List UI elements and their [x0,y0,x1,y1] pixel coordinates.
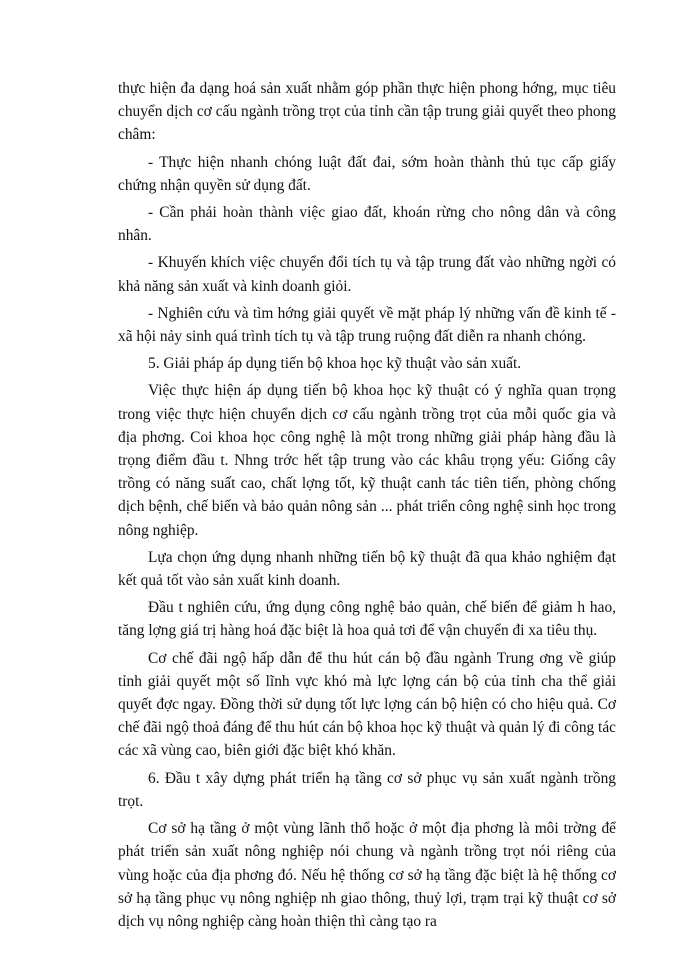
paragraph-continuation: thực hiện đa dạng hoá sản xuất nhằm góp phần thực hiện phong hớng, mục tiêu chuyển dịch cơ cấu ngành trồng trọt của tỉnh cần tập trung giải quyết theo phong châm: [118,80,616,144]
bullet-land-consolidation: - Khuyến khích việc chuyển đổi tích tụ và tập trung đất vào những ngời có khả năng sản xuất và kinh doanh giỏi. [118,254,616,295]
paragraph-infrastructure: Cơ sở hạ tầng ở một vùng lãnh thổ hoặc ở một địa phơng là môi trờng để phát triển sản xuất nông nghiệp nói chung và ngành trồng trọt nói riêng của vùng hoặc của địa phơng đó. Nếu hệ thống cơ sở hạ tầng đặc biệt là hệ thống cơ sở hạ tầng phục vụ nông nghiệp nh giao thông, thuỷ lợi, trạm trại kỹ thuật cơ sở dịch vụ nông nghiệp càng hoàn thiện thì càng tạo ra [118,820,616,930]
section-heading-6: 6. Đầu t xây dựng phát triển hạ tầng cơ sở phục vụ sản xuất ngành trồng trọt. [118,769,616,810]
bullet-land-allocation: - Cần phải hoàn thành việc giao đất, khoán rừng cho nông dân và công nhân. [118,204,616,245]
paragraph-incentive-policy: Cơ chế đãi ngộ hấp dẫn để thu hút cán bộ đầu ngành Trung ơng về giúp tỉnh giải quyết một số lĩnh vực khó mà lực lợng cán bộ của tỉnh cha thể giải quyết đợc ngay. Đồng thời sử dụng tốt lực lợng cán bộ hiện có cho hiệu quả. Cơ chế đãi ngộ thoả đáng để thu hút cán bộ khoa học kỹ thuật và quản lý đi công tác các xã vùng cao, biên giới đặc biệt khó khăn. [118,649,616,760]
section-heading-5: 5. Giải pháp áp dụng tiến bộ khoa học kỹ thuật vào sản xuất. [148,355,522,373]
document-page [118,77,616,933]
paragraph-apply-advances: Lựa chọn ứng dụng nhanh những tiến bộ kỹ thuật đã qua khảo nghiệm đạt kết quả tốt vào sản xuất kinh doanh. [118,548,616,590]
bullet-land-law: - Thực hiện nhanh chóng luật đất đai, sớm hoàn thành thủ tục cấp giấy chứng nhận quyền sử dụng đất. [118,153,616,194]
bullet-legal-research: - Nghiên cứu và tìm hớng giải quyết về mặt pháp lý những vấn đề kinh tế - xã hội nảy sinh quá trình tích tụ và tập trung ruộng đất diễn ra nhanh chóng. [118,304,616,346]
paragraph-science-technology: Việc thực hiện áp dụng tiến bộ khoa học kỹ thuật có ý nghĩa quan trọng trong việc thực hiện chuyển dịch cơ cấu ngành trồng trọt của mỗi quốc gia và địa phơng. Coi khoa học công nghệ là một trong những giải pháp hàng đầu là trọng điểm đầu t. Nhng trớc hết tập trung vào các khâu trọng yếu: Giống cây trồng có năng suất cao, chất lợng tốt, kỹ thuật canh tác tiên tiến, phòng chống dịch bệnh, chế biến và bảo quản nông sản ... phát triển công nghệ sinh học trong nông nghiệp. [118,382,616,539]
paragraph-investment-preservation: Đầu t nghiên cứu, ứng dụng công nghệ bảo quản, chế biến để giảm h hao, tăng lợng giá trị hàng hoá đặc biệt là hoa quả tơi để vận chuyển đi xa tiêu thụ. [118,599,616,640]
